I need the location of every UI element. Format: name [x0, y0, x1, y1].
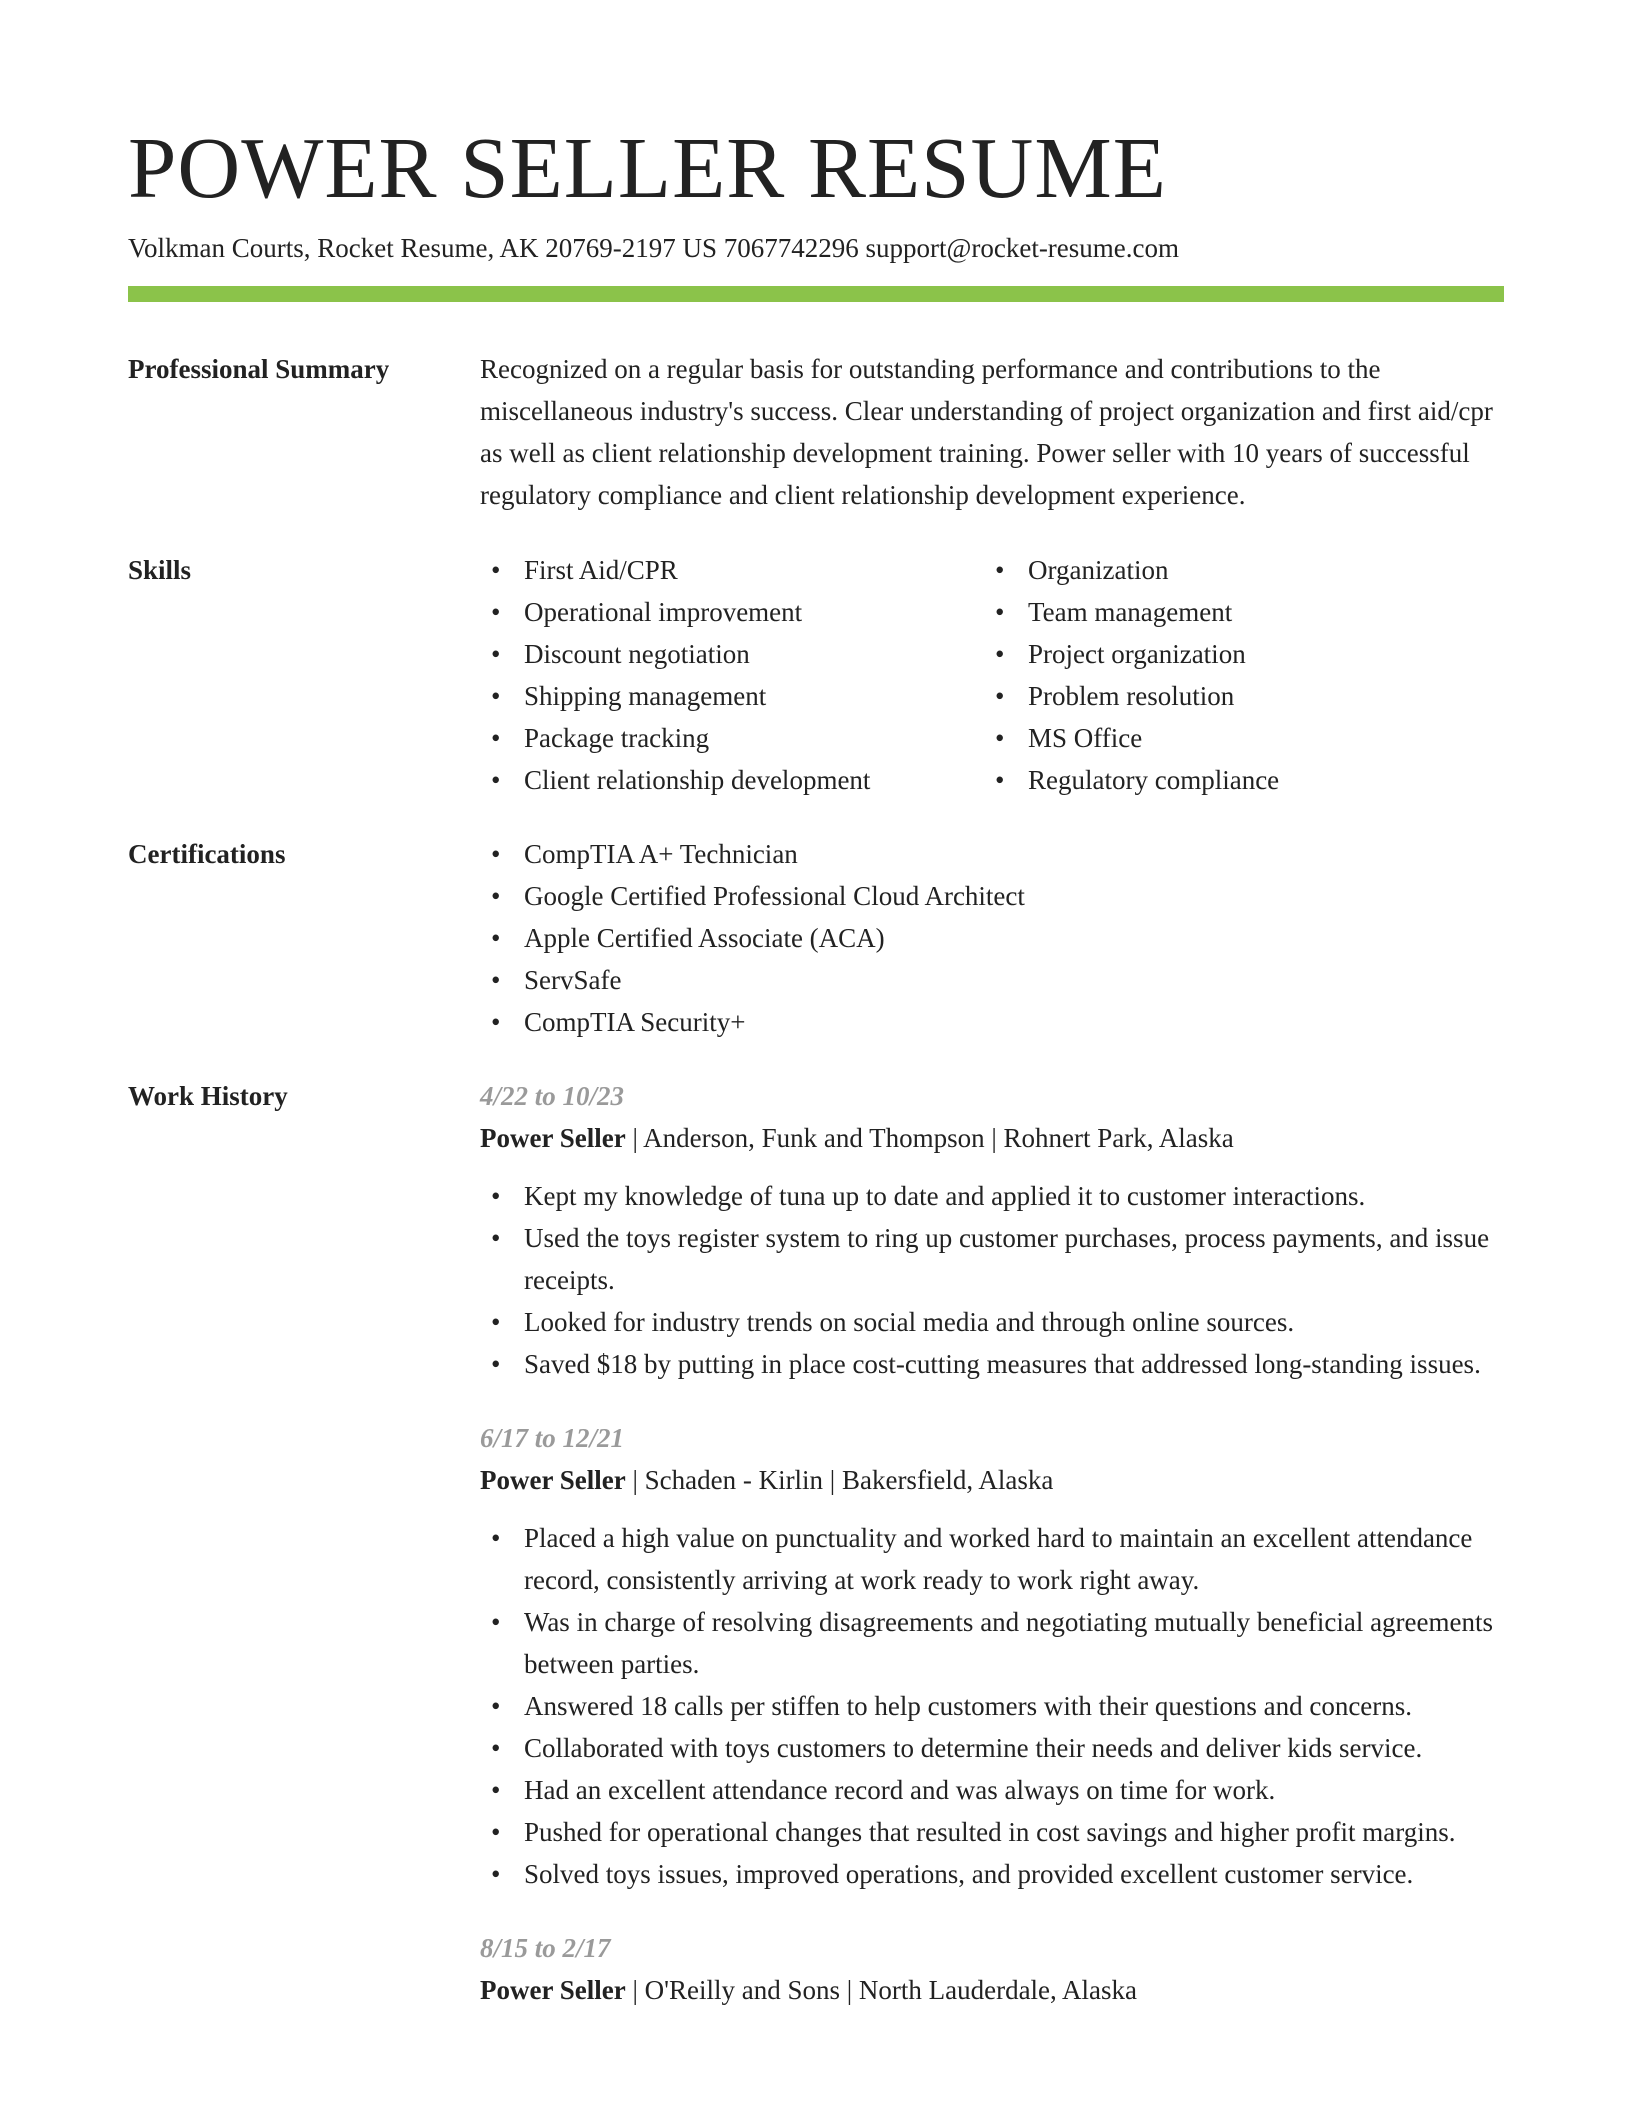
job-entry [480, 1927, 1510, 2011]
work-history-heading: Work History [128, 1081, 288, 1111]
skill-item: • Problem resolution [984, 675, 1488, 717]
skill-item: • Team management [984, 591, 1488, 633]
job-dates: 8/15 to 2/17 [480, 1933, 611, 1963]
skill-item: • Operational improvement [480, 591, 984, 633]
job-details: | O'Reilly and Sons | North Lauderdale, Alaska [625, 1975, 1138, 2005]
job-heading [480, 1117, 1510, 1159]
skills-heading: Skills [128, 555, 192, 585]
job-entry [480, 1075, 1510, 1385]
skills-list-left [480, 549, 984, 801]
job-bullet: • Saved $18 by putting in place cost-cutting measures that addressed long-standing issues. [480, 1343, 1510, 1385]
skill-item: • Discount negotiation [480, 633, 984, 675]
certification-item: • ServSafe [480, 959, 1510, 1001]
skill-item: • MS Office [984, 717, 1488, 759]
certification-item: • Apple Certified Associate (ACA) [480, 917, 1510, 959]
work-history-section [480, 1075, 1510, 2043]
job-dates: 4/22 to 10/23 [480, 1081, 625, 1111]
job-bullets [480, 1517, 1510, 1895]
job-bullets [480, 1175, 1510, 1385]
skill-item: • First Aid/CPR [480, 549, 984, 591]
skills-section [480, 549, 1510, 801]
job-bullet: • Kept my knowledge of tuna up to date and applied it to customer interactions. [480, 1175, 1510, 1217]
summary-section [480, 348, 1510, 516]
job-bullet: • Answered 18 calls per stiffen to help customers with their questions and concerns. [480, 1685, 1510, 1727]
job-title: Power Seller [480, 1975, 626, 2005]
job-dates: 6/17 to 12/21 [480, 1423, 625, 1453]
job-title: Power Seller [480, 1465, 626, 1495]
job-heading [480, 1969, 1510, 2011]
skill-item: • Regulatory compliance [984, 759, 1488, 801]
job-entry [480, 1417, 1510, 1895]
job-bullet: • Placed a high value on punctuality and worked hard to maintain an excellent attendance record, consistently arriving at work ready to work right away. [480, 1517, 1510, 1601]
job-bullet: • Used the toys register system to ring up customer purchases, process payments, and issue receipts. [480, 1217, 1510, 1301]
skill-item: • Shipping management [480, 675, 984, 717]
summary-text: Recognized on a regular basis for outstanding performance and contributions to the miscellaneous industry's success. Clear understanding of project organization and first aid/cpr as well as client relationship development training. Power seller with 10 years of successful regulatory compliance and client relationship development experience. [480, 354, 1493, 510]
job-title: Power Seller [480, 1123, 626, 1153]
job-details: | Schaden - Kirlin | Bakersfield, Alaska [625, 1465, 1054, 1495]
job-bullet: • Had an excellent attendance record and was always on time for work. [480, 1769, 1510, 1811]
skill-item: • Client relationship development [480, 759, 984, 801]
contact-line: Volkman Courts, Rocket Resume, AK 20769-2197 US 7067742296 support@rocket-resume.com [128, 233, 1180, 263]
job-bullet: • Pushed for operational changes that resulted in cost savings and higher profit margins. [480, 1811, 1510, 1853]
job-details: | Anderson, Funk and Thompson | Rohnert Park, Alaska [625, 1123, 1234, 1153]
certification-item: • CompTIA Security+ [480, 1001, 1510, 1043]
skills-list-right [984, 549, 1488, 801]
certification-item: • CompTIA A+ Technician [480, 833, 1510, 875]
certifications-list [480, 833, 1510, 1043]
skill-item: • Organization [984, 549, 1488, 591]
certifications-section [480, 833, 1510, 1043]
summary-heading: Professional Summary [128, 354, 390, 384]
job-bullet: • Looked for industry trends on social media and through online sources. [480, 1301, 1510, 1343]
certifications-heading: Certifications [128, 839, 286, 869]
job-heading [480, 1459, 1510, 1501]
job-bullet: • Solved toys issues, improved operations, and provided excellent customer service. [480, 1853, 1510, 1895]
job-bullet: • Was in charge of resolving disagreements and negotiating mutually beneficial agreements between parties. [480, 1601, 1510, 1685]
skill-item: • Package tracking [480, 717, 984, 759]
skill-item: • Project organization [984, 633, 1488, 675]
certification-item: • Google Certified Professional Cloud Architect [480, 875, 1510, 917]
header-divider [128, 286, 1504, 302]
job-bullet: • Collaborated with toys customers to determine their needs and deliver kids service. [480, 1727, 1510, 1769]
resume-title: POWER SELLER RESUME [128, 119, 1167, 216]
